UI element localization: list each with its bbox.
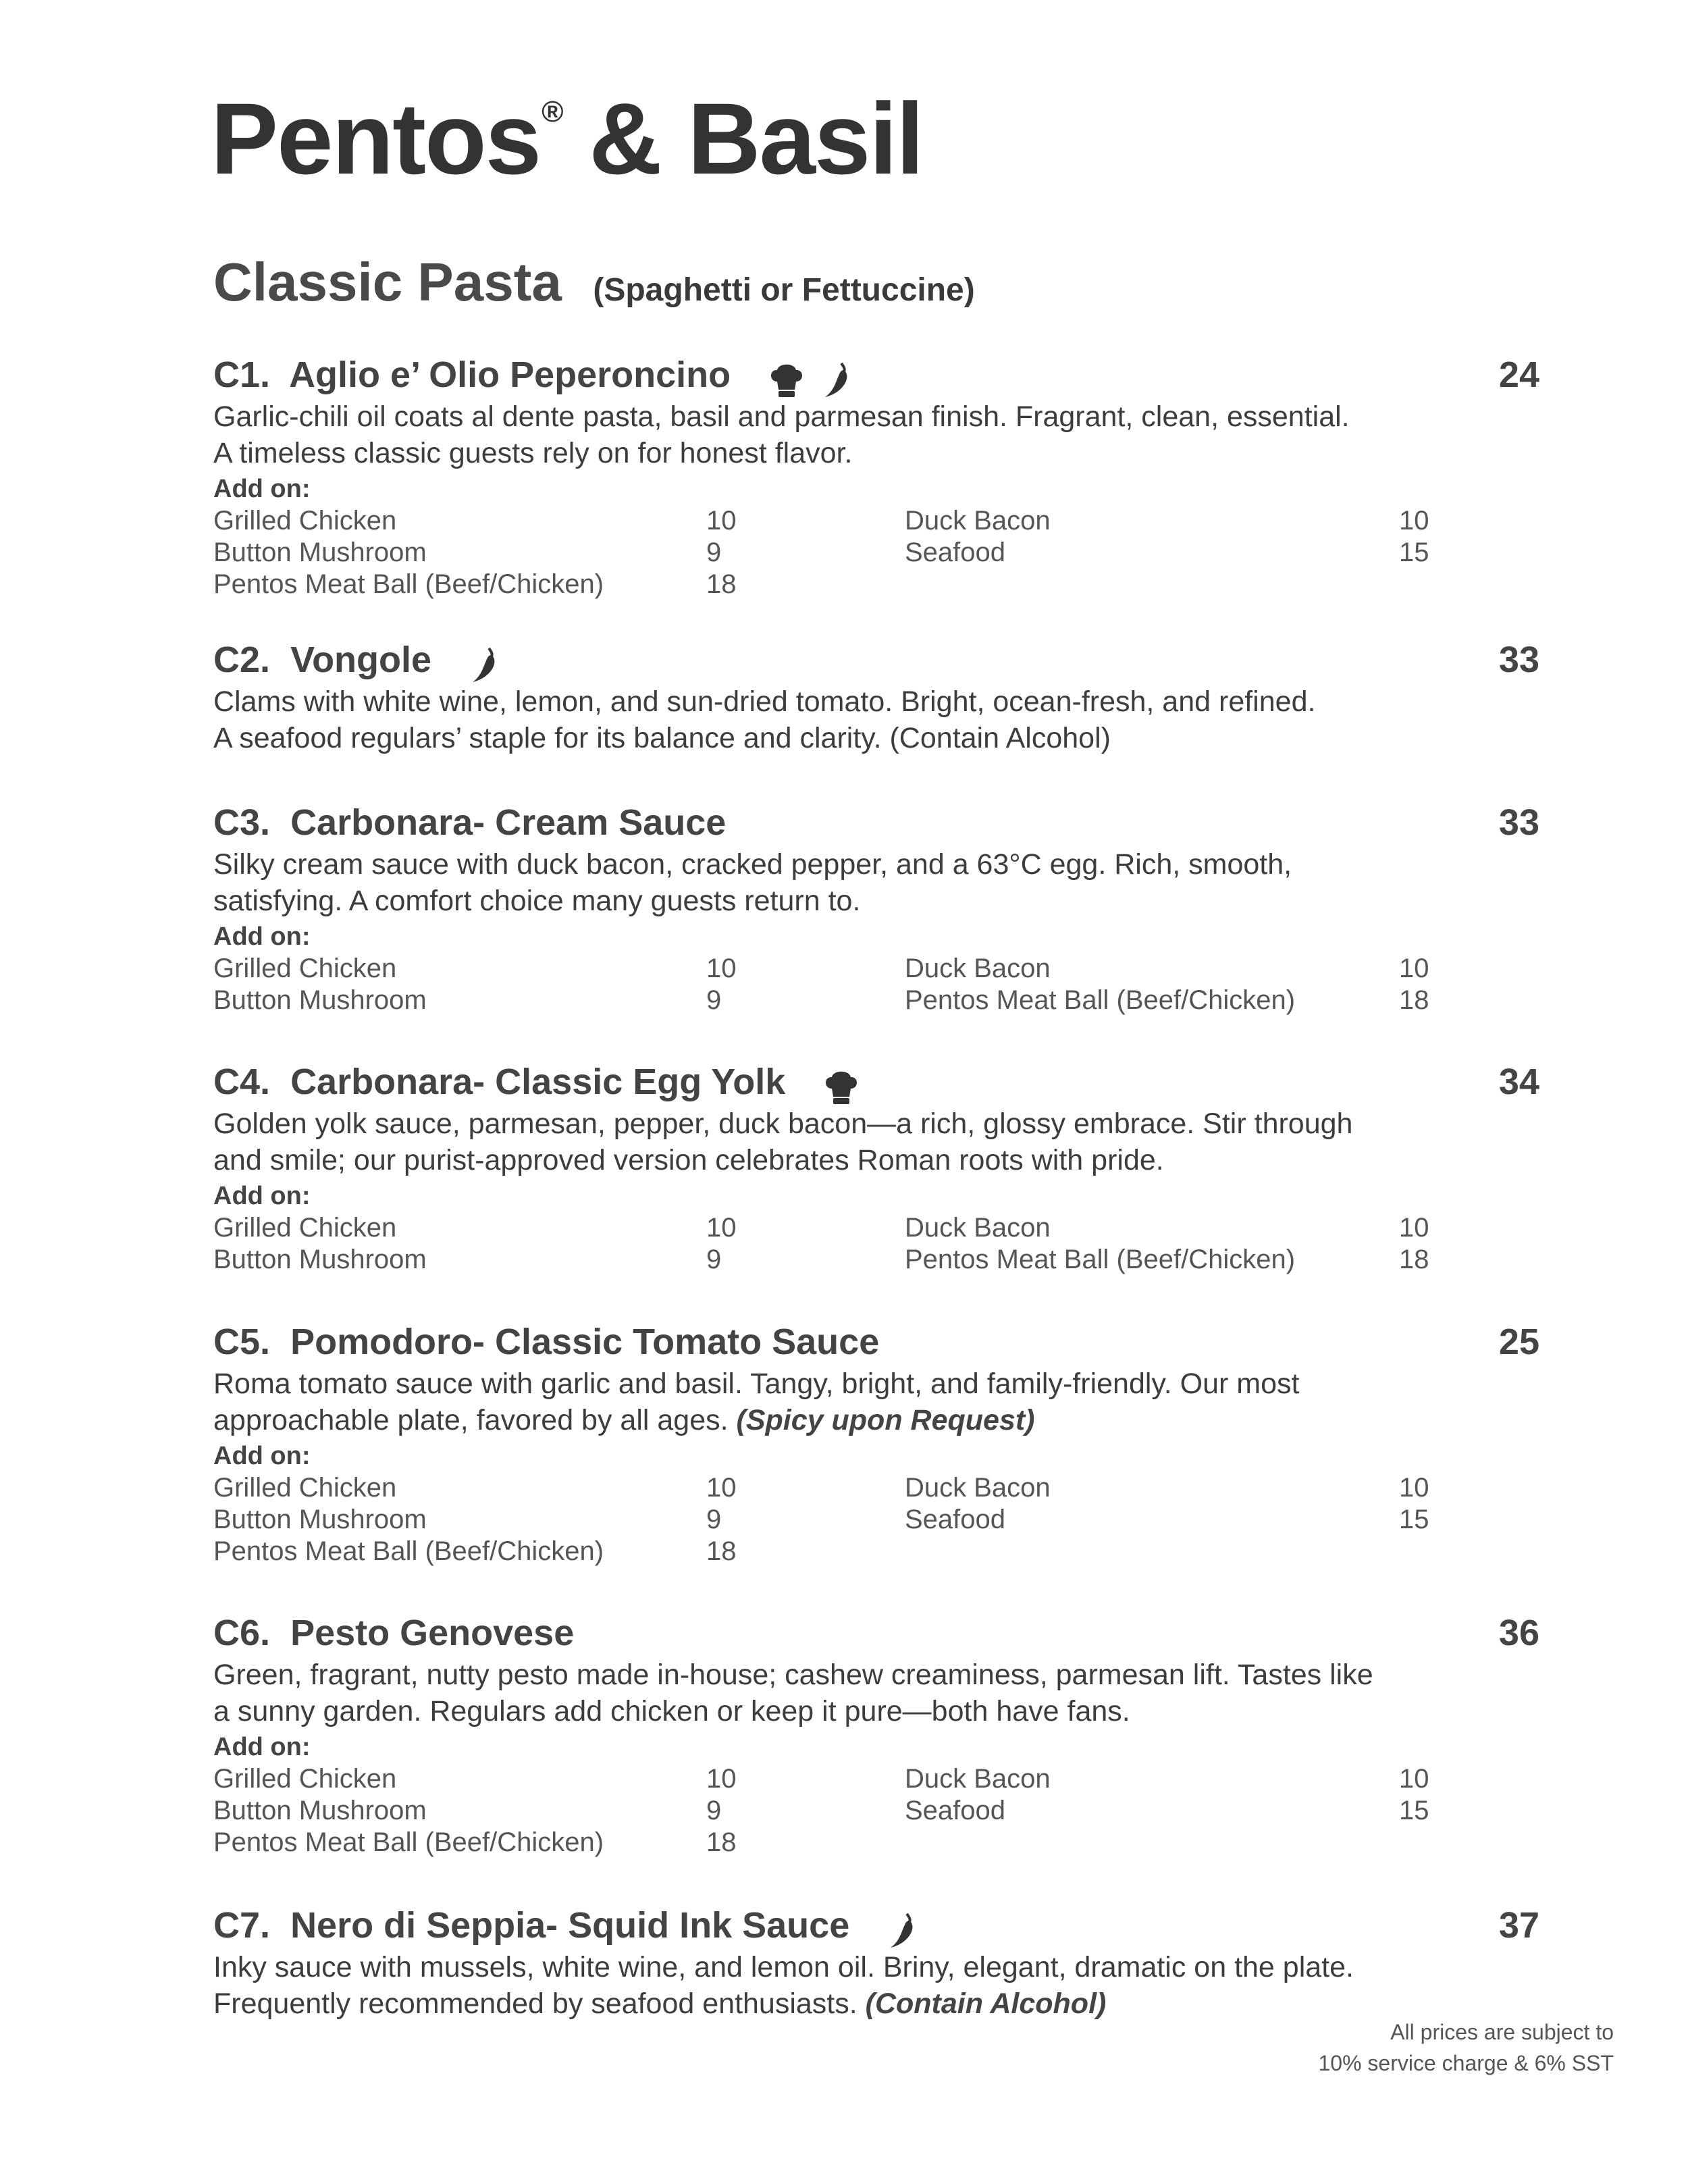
add-on-label: Add on: <box>213 922 311 951</box>
add-on-row <box>213 985 1539 1016</box>
add-on-price: 10 <box>1399 1473 1429 1503</box>
dish-title <box>213 351 858 401</box>
dish-description-line: satisfying. A comfort choice many guests return to. <box>213 885 861 917</box>
dish-title <box>213 636 505 686</box>
add-on-label: Add on: <box>213 1182 311 1210</box>
dish-code: C2. <box>213 640 271 680</box>
add-on-row <box>213 1763 1539 1795</box>
add-on-item: Button Mushroom <box>213 985 427 1015</box>
section-header <box>213 251 975 313</box>
add-on-item: Grilled Chicken <box>213 506 397 536</box>
add-on-price: 9 <box>706 538 722 567</box>
dish-note: (Spicy upon Request) <box>736 1404 1035 1436</box>
dish-title <box>213 1609 574 1657</box>
dish-price: 34 <box>1498 1062 1539 1102</box>
add-on-price: 18 <box>706 569 737 599</box>
dish-c1 <box>213 351 1539 600</box>
add-on-price: 9 <box>706 985 722 1015</box>
add-on-price: 15 <box>1399 1505 1429 1534</box>
add-on-item: Duck Bacon <box>905 954 1051 983</box>
dish-price: 24 <box>1498 355 1539 395</box>
add-on-price: 18 <box>1399 985 1429 1015</box>
dish-description-line: and smile; our purist-approved version celebrates Roman roots with pride. <box>213 1144 1164 1176</box>
add-on-item: Duck Bacon <box>905 1213 1051 1243</box>
dish-description-line: A seafood regulars’ staple for its balance and clarity. (Contain Alcohol) <box>213 722 1111 754</box>
section-title: Classic Pasta <box>213 252 562 312</box>
add-on-label: Add on: <box>213 475 311 503</box>
dish-description-line: Silky cream sauce with duck bacon, cracked pepper, and a 63°C egg. Rich, smooth, <box>213 848 1292 881</box>
dish-code: C3. <box>213 802 271 843</box>
add-on-list <box>213 505 1539 600</box>
dish-c3 <box>213 799 1539 1016</box>
add-on-price: 10 <box>1399 1213 1429 1243</box>
dish-c6 <box>213 1609 1539 1858</box>
add-on-price: 10 <box>706 1473 737 1503</box>
chili-icon <box>469 646 500 683</box>
dish-note: (Contain Alcohol) <box>865 1987 1107 2020</box>
dish-price: 25 <box>1498 1322 1539 1362</box>
dish-code: C6. <box>213 1613 271 1653</box>
add-on-item: Pentos Meat Ball (Beef/Chicken) <box>213 1827 604 1857</box>
add-on-price: 10 <box>706 506 737 536</box>
disclaimer-line: All prices are subject to <box>1390 2020 1614 2044</box>
dish-name: Carbonara- Classic Egg Yolk <box>290 1062 786 1102</box>
add-on-price: 10 <box>706 954 737 983</box>
add-on-label: Add on: <box>213 1733 311 1761</box>
add-on-row <box>213 1827 1539 1858</box>
add-on-item: Seafood <box>905 1505 1006 1534</box>
dish-description-line: a sunny garden. Regulars add chicken or keep it pure—both have fans. <box>213 1695 1130 1727</box>
dish-title <box>213 1318 879 1366</box>
dish-title <box>213 1902 923 1952</box>
add-on-row <box>213 953 1539 985</box>
add-on-price: 9 <box>706 1245 722 1274</box>
add-on-row <box>213 1244 1539 1276</box>
add-on-row <box>213 569 1539 600</box>
dish-description-line: Golden yolk sauce, parmesan, pepper, duck bacon—a rich, glossy embrace. Stir through <box>213 1108 1353 1140</box>
dish-c2 <box>213 636 1539 756</box>
dish-name: Carbonara- Cream Sauce <box>290 802 727 843</box>
dish-description-line <box>213 1402 1539 1438</box>
add-on-row <box>213 1212 1539 1244</box>
add-on-item: Grilled Chicken <box>213 954 397 983</box>
add-on-item: Grilled Chicken <box>213 1764 397 1794</box>
brand-logo <box>211 82 923 195</box>
chili-icon <box>821 361 852 398</box>
dish-code: C1. <box>213 355 271 395</box>
add-on-item: Seafood <box>905 538 1006 567</box>
dish-code: C5. <box>213 1322 271 1362</box>
chili-icon <box>887 1911 918 1949</box>
dish-description-line: Green, fragrant, nutty pesto made in-house; cashew creaminess, parmesan lift. Tastes like <box>213 1659 1373 1691</box>
chef-hat-icon <box>822 1068 860 1105</box>
dish-price: 37 <box>1498 1905 1539 1946</box>
add-on-price: 10 <box>706 1764 737 1794</box>
dish-price: 36 <box>1498 1613 1539 1653</box>
dish-c4 <box>213 1058 1539 1276</box>
dish-name: Nero di Seppia- Squid Ink Sauce <box>290 1905 850 1946</box>
dish-description-line: Clams with white wine, lemon, and sun-dried tomato. Bright, ocean-fresh, and refined. <box>213 685 1316 718</box>
add-on-item: Seafood <box>905 1796 1006 1825</box>
dish-price: 33 <box>1498 802 1539 843</box>
add-on-item: Grilled Chicken <box>213 1213 397 1243</box>
dish-name: Vongole <box>290 640 432 680</box>
add-on-row <box>213 1504 1539 1536</box>
add-on-row <box>213 1536 1539 1567</box>
dish-price: 33 <box>1498 640 1539 680</box>
dish-c7 <box>213 1902 1539 2022</box>
add-on-list <box>213 1763 1539 1858</box>
brand-name: Pentos <box>211 82 541 195</box>
add-on-item: Button Mushroom <box>213 1796 427 1825</box>
add-on-price: 18 <box>706 1827 737 1857</box>
dish-description-line: Inky sauce with mussels, white wine, and lemon oil. Briny, elegant, dramatic on the plate. <box>213 1951 1354 1983</box>
add-on-item: Pentos Meat Ball (Beef/Chicken) <box>213 569 604 599</box>
add-on-price: 9 <box>706 1505 722 1534</box>
add-on-price: 18 <box>706 1536 737 1566</box>
add-on-item: Duck Bacon <box>905 506 1051 536</box>
price-disclaimer <box>1318 2017 1614 2079</box>
dish-description-line: A timeless classic guests rely on for honest flavor. <box>213 437 853 469</box>
chef-hat-icon <box>768 361 806 398</box>
add-on-price: 10 <box>1399 506 1429 536</box>
dish-description-line: Roma tomato sauce with garlic and basil. Tangy, bright, and family-friendly. Our most <box>213 1368 1300 1400</box>
dish-title <box>213 799 726 846</box>
dish-title <box>213 1058 866 1108</box>
add-on-row <box>213 1795 1539 1827</box>
disclaimer-line: 10% service charge & 6% SST <box>1318 2051 1614 2075</box>
brand-name-rest: & Basil <box>589 82 923 195</box>
dish-description-text: approachable plate, favored by all ages. <box>213 1404 737 1436</box>
add-on-price: 15 <box>1399 538 1429 567</box>
add-on-item: Button Mushroom <box>213 1245 427 1274</box>
dish-code: C7. <box>213 1905 271 1946</box>
add-on-price: 9 <box>706 1796 722 1825</box>
dish-description-line: Garlic-chili oil coats al dente pasta, basil and parmesan finish. Fragrant, clean, essential. <box>213 400 1350 433</box>
add-on-row <box>213 1472 1539 1504</box>
add-on-item: Button Mushroom <box>213 538 427 567</box>
add-on-item: Grilled Chicken <box>213 1473 397 1503</box>
add-on-row <box>213 537 1539 569</box>
add-on-price: 10 <box>1399 1764 1429 1794</box>
dish-name: Aglio e’ Olio Peperoncino <box>289 355 731 395</box>
add-on-item: Pentos Meat Ball (Beef/Chicken) <box>905 985 1296 1015</box>
add-on-price: 18 <box>1399 1245 1429 1274</box>
dish-name: Pomodoro- Classic Tomato Sauce <box>290 1322 880 1362</box>
section-subtitle: (Spaghetti or Fettuccine) <box>593 272 975 308</box>
add-on-item: Pentos Meat Ball (Beef/Chicken) <box>213 1536 604 1566</box>
add-on-item: Pentos Meat Ball (Beef/Chicken) <box>905 1245 1296 1274</box>
add-on-item: Button Mushroom <box>213 1505 427 1534</box>
add-on-item: Duck Bacon <box>905 1473 1051 1503</box>
add-on-list <box>213 1472 1539 1567</box>
add-on-list <box>213 953 1539 1016</box>
dish-name: Pesto Genovese <box>290 1613 575 1653</box>
add-on-price: 15 <box>1399 1796 1429 1825</box>
add-on-row <box>213 505 1539 537</box>
add-on-label: Add on: <box>213 1442 311 1470</box>
dish-description-text: Frequently recommended by seafood enthusiasts. <box>213 1987 866 2020</box>
add-on-item: Duck Bacon <box>905 1764 1051 1794</box>
add-on-list <box>213 1212 1539 1276</box>
add-on-price: 10 <box>706 1213 737 1243</box>
add-on-price: 10 <box>1399 954 1429 983</box>
dish-c5 <box>213 1318 1539 1567</box>
registered-mark: ® <box>542 95 562 128</box>
dish-code: C4. <box>213 1062 271 1102</box>
